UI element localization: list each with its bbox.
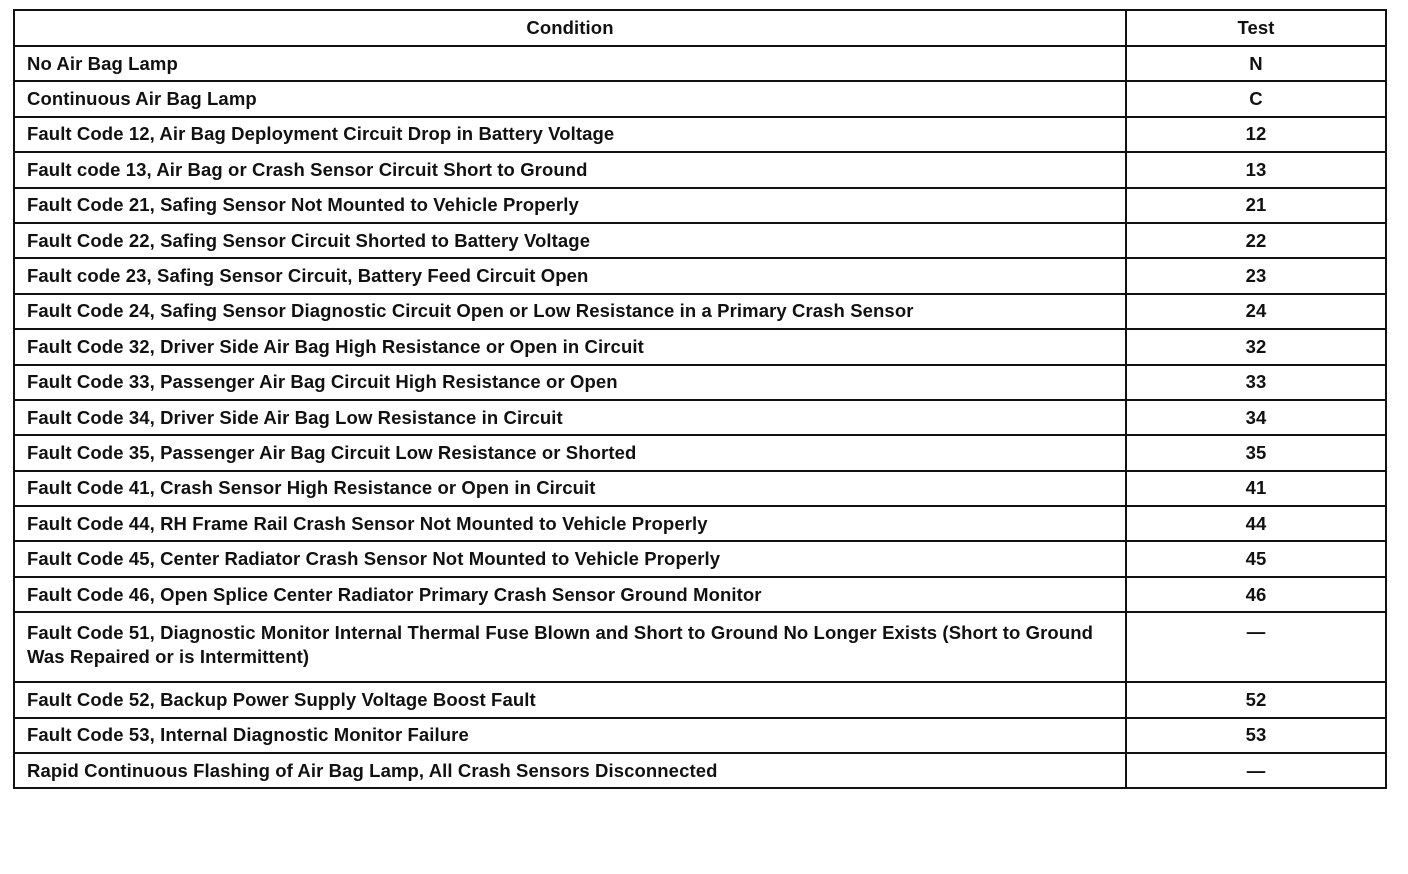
test-cell: 32 bbox=[1126, 329, 1386, 364]
condition-cell: Fault code 13, Air Bag or Crash Sensor Circuit Short to Ground bbox=[14, 152, 1126, 187]
table-row bbox=[14, 682, 1386, 717]
table-row bbox=[14, 188, 1386, 223]
test-cell: 53 bbox=[1126, 718, 1386, 753]
condition-cell: Fault Code 44, RH Frame Rail Crash Sensor Not Mounted to Vehicle Properly bbox=[14, 506, 1126, 541]
diagnostic-table-container bbox=[13, 9, 1385, 789]
condition-cell: Fault Code 24, Safing Sensor Diagnostic Circuit Open or Low Resistance in a Primary Crash Sensor bbox=[14, 294, 1126, 329]
condition-cell: Fault code 23, Safing Sensor Circuit, Battery Feed Circuit Open bbox=[14, 258, 1126, 293]
condition-cell: Fault Code 32, Driver Side Air Bag High Resistance or Open in Circuit bbox=[14, 329, 1126, 364]
condition-cell: Fault Code 52, Backup Power Supply Voltage Boost Fault bbox=[14, 682, 1126, 717]
condition-cell: Fault Code 33, Passenger Air Bag Circuit High Resistance or Open bbox=[14, 365, 1126, 400]
condition-cell: Rapid Continuous Flashing of Air Bag Lamp, All Crash Sensors Disconnected bbox=[14, 753, 1126, 788]
test-cell: 22 bbox=[1126, 223, 1386, 258]
test-cell: 13 bbox=[1126, 152, 1386, 187]
table-row bbox=[14, 435, 1386, 470]
column-header-test: Test bbox=[1126, 10, 1386, 46]
table-row bbox=[14, 718, 1386, 753]
condition-cell: Fault Code 46, Open Splice Center Radiator Primary Crash Sensor Ground Monitor bbox=[14, 577, 1126, 612]
test-cell: 24 bbox=[1126, 294, 1386, 329]
test-cell: C bbox=[1126, 81, 1386, 116]
condition-cell: Fault Code 51, Diagnostic Monitor Internal Thermal Fuse Blown and Short to Ground No Longer Exists (Short to Ground Was Repaired or is Intermittent) bbox=[14, 612, 1126, 682]
condition-cell: Fault Code 35, Passenger Air Bag Circuit Low Resistance or Shorted bbox=[14, 435, 1126, 470]
table-row bbox=[14, 612, 1386, 682]
test-cell: 44 bbox=[1126, 506, 1386, 541]
table-row bbox=[14, 223, 1386, 258]
table-row bbox=[14, 577, 1386, 612]
test-cell: 23 bbox=[1126, 258, 1386, 293]
table-row bbox=[14, 400, 1386, 435]
test-cell: 45 bbox=[1126, 541, 1386, 576]
table-row bbox=[14, 258, 1386, 293]
test-cell: — bbox=[1126, 753, 1386, 788]
condition-cell: Fault Code 12, Air Bag Deployment Circuit Drop in Battery Voltage bbox=[14, 117, 1126, 152]
condition-cell: Fault Code 45, Center Radiator Crash Sensor Not Mounted to Vehicle Properly bbox=[14, 541, 1126, 576]
condition-cell: Fault Code 34, Driver Side Air Bag Low Resistance in Circuit bbox=[14, 400, 1126, 435]
table-row bbox=[14, 329, 1386, 364]
column-header-condition: Condition bbox=[14, 10, 1126, 46]
table-row bbox=[14, 365, 1386, 400]
condition-cell: Continuous Air Bag Lamp bbox=[14, 81, 1126, 116]
table-row bbox=[14, 506, 1386, 541]
test-cell: 46 bbox=[1126, 577, 1386, 612]
test-cell: 41 bbox=[1126, 471, 1386, 506]
test-cell: N bbox=[1126, 46, 1386, 81]
test-cell: 21 bbox=[1126, 188, 1386, 223]
condition-cell: Fault Code 21, Safing Sensor Not Mounted to Vehicle Properly bbox=[14, 188, 1126, 223]
table-row bbox=[14, 152, 1386, 187]
table-row bbox=[14, 117, 1386, 152]
condition-cell: Fault Code 41, Crash Sensor High Resistance or Open in Circuit bbox=[14, 471, 1126, 506]
table-header-row bbox=[14, 10, 1386, 46]
table-row bbox=[14, 294, 1386, 329]
table-row bbox=[14, 753, 1386, 788]
test-cell: 52 bbox=[1126, 682, 1386, 717]
condition-cell: Fault Code 22, Safing Sensor Circuit Shorted to Battery Voltage bbox=[14, 223, 1126, 258]
test-cell: — bbox=[1126, 612, 1386, 682]
condition-cell: Fault Code 53, Internal Diagnostic Monitor Failure bbox=[14, 718, 1126, 753]
test-cell: 34 bbox=[1126, 400, 1386, 435]
table-row bbox=[14, 81, 1386, 116]
diagnostic-table bbox=[13, 9, 1387, 789]
condition-cell: No Air Bag Lamp bbox=[14, 46, 1126, 81]
table-row bbox=[14, 471, 1386, 506]
test-cell: 35 bbox=[1126, 435, 1386, 470]
table-row bbox=[14, 46, 1386, 81]
test-cell: 33 bbox=[1126, 365, 1386, 400]
test-cell: 12 bbox=[1126, 117, 1386, 152]
table-row bbox=[14, 541, 1386, 576]
